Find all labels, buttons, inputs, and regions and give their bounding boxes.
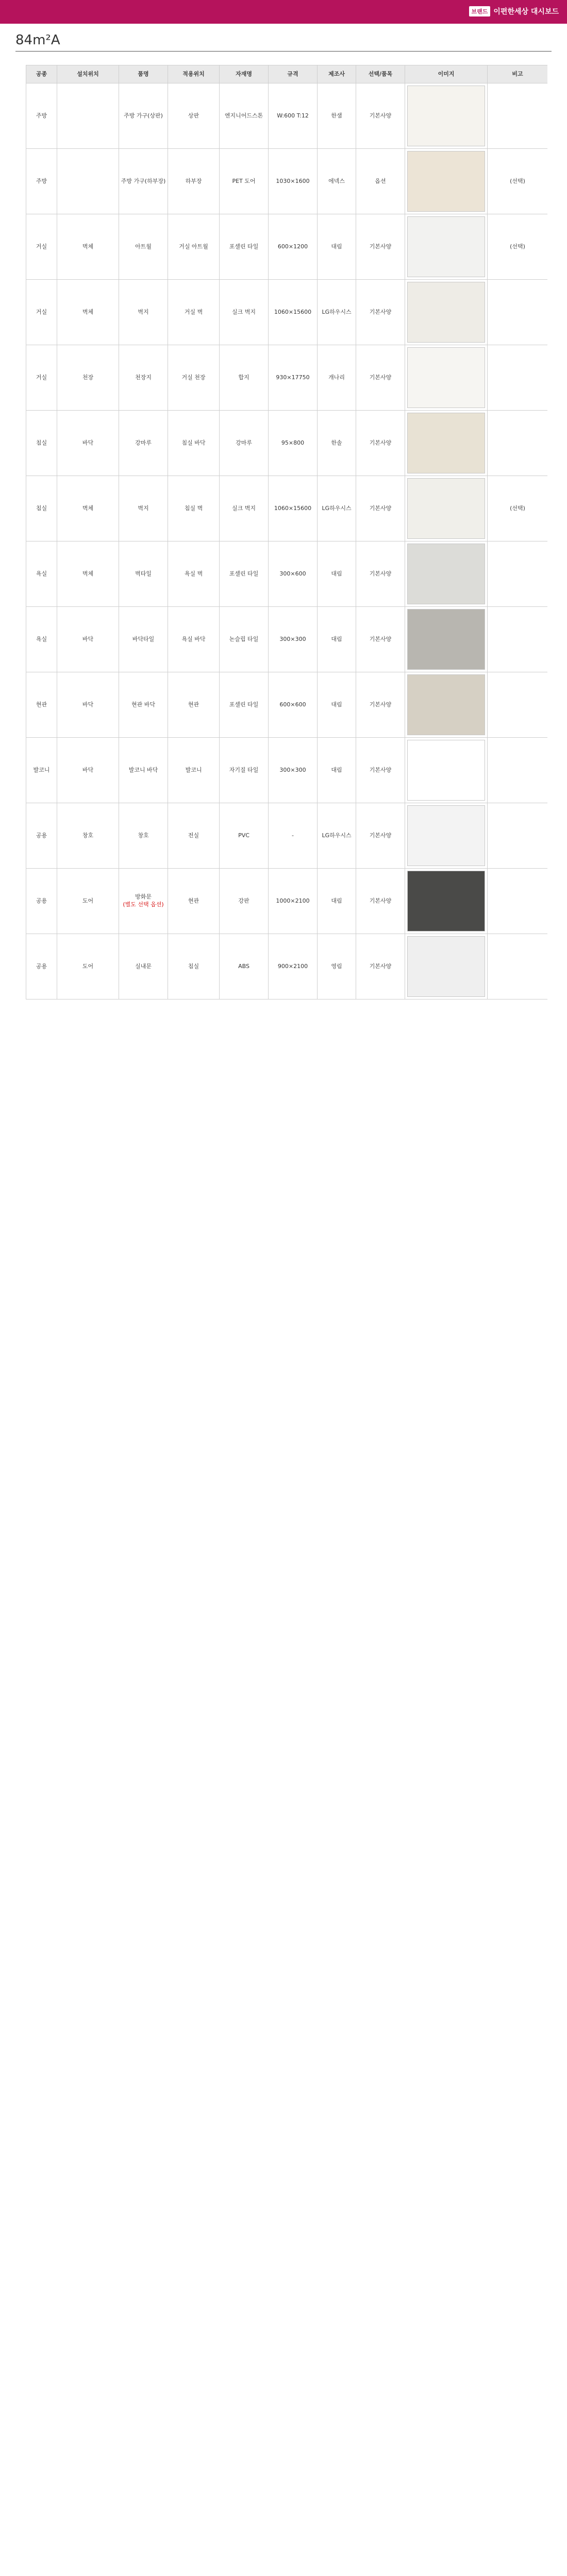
- cell-maker: LG하우시스: [318, 803, 356, 869]
- cell-spec: 300×600: [269, 541, 318, 607]
- cell-loc: 발코니: [168, 738, 220, 803]
- cell-item: 바닥타일: [119, 607, 168, 672]
- cell-spec: W:600 T:12: [269, 83, 318, 149]
- material-swatch: [407, 609, 485, 670]
- cell-spec: 1000×2100: [269, 869, 318, 934]
- cell-cat1: 거실: [26, 280, 57, 345]
- header-cell: 규격: [269, 65, 318, 83]
- material-swatch: [407, 674, 485, 735]
- cell-note: 기본사양: [356, 476, 405, 541]
- header-cell: 적용위치: [168, 65, 220, 83]
- cell-cat1: 공용: [26, 934, 57, 999]
- cell-remark: [488, 411, 547, 476]
- material-swatch: [407, 86, 485, 146]
- brand-logo: [469, 6, 559, 16]
- cell-remark: [488, 672, 547, 738]
- cell-loc: 침실: [168, 934, 220, 999]
- cell-spec: 1060×15600: [269, 476, 318, 541]
- cell-spec: 95×800: [269, 411, 318, 476]
- cell-image: [405, 476, 488, 541]
- cell-cat2: 벽체: [57, 280, 119, 345]
- cell-loc: 거실 아트월: [168, 214, 220, 280]
- cell-name: 강판: [220, 869, 269, 934]
- material-swatch: [407, 216, 485, 277]
- cell-cat1: 공용: [26, 869, 57, 934]
- cell-item: 창호: [119, 803, 168, 869]
- table-row: [26, 214, 548, 280]
- cell-spec: 1060×15600: [269, 280, 318, 345]
- table-row: [26, 280, 548, 345]
- cell-note: 기본사양: [356, 541, 405, 607]
- material-swatch: [407, 936, 485, 997]
- cell-spec: 1030×1600: [269, 149, 318, 214]
- cell-cat2: 벽체: [57, 541, 119, 607]
- cell-loc: 전실: [168, 803, 220, 869]
- table-row: [26, 738, 548, 803]
- material-swatch: [407, 151, 485, 212]
- finish-spec-table-wrapper: [26, 65, 547, 2576]
- cell-item: 강마루: [119, 411, 168, 476]
- cell-name: 포셀린 타일: [220, 541, 269, 607]
- cell-loc: 욕실 벽: [168, 541, 220, 607]
- table-row: [26, 345, 548, 411]
- cell-image: [405, 280, 488, 345]
- material-swatch: [407, 544, 485, 604]
- cell-image: [405, 541, 488, 607]
- cell-name: ABS: [220, 934, 269, 999]
- cell-loc: 현관: [168, 869, 220, 934]
- cell-item: 발코니 바닥: [119, 738, 168, 803]
- cell-maker: 대림: [318, 214, 356, 280]
- cell-note: 기본사양: [356, 345, 405, 411]
- header-cell: 제조사: [318, 65, 356, 83]
- table-header-row: [26, 65, 548, 83]
- cell-maker: 개나리: [318, 345, 356, 411]
- material-swatch: [407, 805, 485, 866]
- table-body: [26, 83, 548, 999]
- cell-item: 벽타일: [119, 541, 168, 607]
- cell-name: 실크 벽지: [220, 476, 269, 541]
- cell-remark: [488, 541, 547, 607]
- header-cell: 자재명: [220, 65, 269, 83]
- cell-loc: 현관: [168, 672, 220, 738]
- cell-cat1: 침실: [26, 411, 57, 476]
- cell-cat2: 천장: [57, 345, 119, 411]
- brand-badge: 브랜드: [469, 6, 491, 16]
- cell-image: [405, 214, 488, 280]
- cell-maker: 대림: [318, 541, 356, 607]
- cell-note: 기본사양: [356, 803, 405, 869]
- table-row: [26, 869, 548, 934]
- cell-remark: [488, 934, 547, 999]
- header-cell: 공종: [26, 65, 57, 83]
- cell-cat2: 바닥: [57, 738, 119, 803]
- header-cell: 선택/품목: [356, 65, 405, 83]
- cell-name: 실크 벽지: [220, 280, 269, 345]
- cell-cat2: 창호: [57, 803, 119, 869]
- cell-remark: [488, 345, 547, 411]
- cell-spec: 600×1200: [269, 214, 318, 280]
- cell-loc: 침실 바닥: [168, 411, 220, 476]
- cell-maker: 대림: [318, 738, 356, 803]
- table-row: [26, 83, 548, 149]
- cell-image: [405, 934, 488, 999]
- cell-remark: (선택): [488, 214, 547, 280]
- material-swatch: [407, 478, 485, 539]
- cell-name: 엔지니어드스톤: [220, 83, 269, 149]
- cell-loc: 거실 천장: [168, 345, 220, 411]
- cell-note: 기본사양: [356, 672, 405, 738]
- cell-maker: LG하우시스: [318, 280, 356, 345]
- cell-item: 천장지: [119, 345, 168, 411]
- cell-image: [405, 738, 488, 803]
- material-swatch: [407, 740, 485, 801]
- table-row: [26, 411, 548, 476]
- cell-maker: 영림: [318, 934, 356, 999]
- cell-item: 방화문 (별도 선택 옵션): [119, 869, 168, 934]
- cell-cat1: 주방: [26, 149, 57, 214]
- cell-spec: 300×300: [269, 738, 318, 803]
- cell-maker: 에넥스: [318, 149, 356, 214]
- cell-cat2: 바닥: [57, 672, 119, 738]
- cell-name: PVC: [220, 803, 269, 869]
- table-row: [26, 149, 548, 214]
- table-row: [26, 541, 548, 607]
- header-cell: 이미지: [405, 65, 488, 83]
- cell-cat2: 벽체: [57, 476, 119, 541]
- cell-note: 기본사양: [356, 411, 405, 476]
- brand-name: 이편한세상 대시보드: [493, 8, 559, 16]
- cell-cat2: 벽체: [57, 214, 119, 280]
- cell-loc: 욕실 바닥: [168, 607, 220, 672]
- cell-remark: [488, 869, 547, 934]
- header-cell: 품명: [119, 65, 168, 83]
- cell-spec: 300×300: [269, 607, 318, 672]
- cell-spec: -: [269, 803, 318, 869]
- table-row: [26, 803, 548, 869]
- cell-cat1: 현관: [26, 672, 57, 738]
- table-row: [26, 476, 548, 541]
- cell-item: 주방 가구(상판): [119, 83, 168, 149]
- cell-cat1: 거실: [26, 214, 57, 280]
- cell-note: 기본사양: [356, 934, 405, 999]
- table-row: [26, 934, 548, 999]
- cell-loc: 상판: [168, 83, 220, 149]
- table-row: [26, 672, 548, 738]
- cell-note: 기본사양: [356, 280, 405, 345]
- material-swatch: [407, 871, 485, 931]
- material-swatch: [407, 347, 485, 408]
- cell-name: 포셀린 타일: [220, 214, 269, 280]
- cell-loc: 하부장: [168, 149, 220, 214]
- header-cell: 설치위치: [57, 65, 119, 83]
- cell-spec: 900×2100: [269, 934, 318, 999]
- cell-note: 기본사양: [356, 607, 405, 672]
- cell-image: [405, 345, 488, 411]
- cell-cat1: 공용: [26, 803, 57, 869]
- cell-cat1: 욕실: [26, 607, 57, 672]
- cell-name: 논슬립 타일: [220, 607, 269, 672]
- cell-name: 강마루: [220, 411, 269, 476]
- cell-remark: [488, 280, 547, 345]
- cell-name: 자기질 타일: [220, 738, 269, 803]
- cell-maker: 대림: [318, 672, 356, 738]
- cell-image: [405, 672, 488, 738]
- cell-note: 기본사양: [356, 214, 405, 280]
- cell-name: PET 도어: [220, 149, 269, 214]
- cell-spec: 600×600: [269, 672, 318, 738]
- cell-item: 아트월: [119, 214, 168, 280]
- cell-cat1: 발코니: [26, 738, 57, 803]
- cell-cat2: [57, 83, 119, 149]
- cell-cat1: 거실: [26, 345, 57, 411]
- cell-image: [405, 869, 488, 934]
- cell-remark: [488, 83, 547, 149]
- cell-note: 기본사양: [356, 738, 405, 803]
- cell-cat2: 도어: [57, 934, 119, 999]
- cell-maker: 대림: [318, 607, 356, 672]
- cell-cat2: 도어: [57, 869, 119, 934]
- finish-spec-table: [26, 65, 547, 999]
- cell-name: 포셀린 타일: [220, 672, 269, 738]
- cell-remark: (선택): [488, 149, 547, 214]
- cell-maker: LG하우시스: [318, 476, 356, 541]
- unit-title: 84m²A: [15, 32, 60, 48]
- cell-spec: 930×17750: [269, 345, 318, 411]
- cell-note: 기본사양: [356, 83, 405, 149]
- cell-remark: [488, 803, 547, 869]
- material-swatch: [407, 413, 485, 473]
- cell-name: 합지: [220, 345, 269, 411]
- cell-item: 벽지: [119, 476, 168, 541]
- title-divider: [15, 51, 552, 52]
- cell-cat1: 욕실: [26, 541, 57, 607]
- cell-cat1: 주방: [26, 83, 57, 149]
- cell-image: [405, 607, 488, 672]
- red-note: (별도 선택 옵션): [123, 901, 164, 908]
- cell-remark: [488, 738, 547, 803]
- cell-loc: 침실 벽: [168, 476, 220, 541]
- material-swatch: [407, 282, 485, 343]
- table-row: [26, 607, 548, 672]
- header-cell: 비고: [488, 65, 547, 83]
- cell-remark: [488, 607, 547, 672]
- cell-note: 옵션: [356, 149, 405, 214]
- cell-image: [405, 411, 488, 476]
- cell-cat1: 침실: [26, 476, 57, 541]
- cell-loc: 거실 벽: [168, 280, 220, 345]
- cell-maker: 대림: [318, 869, 356, 934]
- cell-cat2: 바닥: [57, 607, 119, 672]
- cell-maker: 한샘: [318, 83, 356, 149]
- cell-cat2: 바닥: [57, 411, 119, 476]
- cell-image: [405, 149, 488, 214]
- cell-image: [405, 83, 488, 149]
- cell-remark: (선택): [488, 476, 547, 541]
- top-banner: [0, 0, 567, 24]
- cell-item: 주방 가구(하부장): [119, 149, 168, 214]
- cell-maker: 한솔: [318, 411, 356, 476]
- cell-image: [405, 803, 488, 869]
- cell-cat2: [57, 149, 119, 214]
- cell-note: 기본사양: [356, 869, 405, 934]
- cell-item: 실내문: [119, 934, 168, 999]
- cell-item: 현관 바닥: [119, 672, 168, 738]
- cell-item: 벽지: [119, 280, 168, 345]
